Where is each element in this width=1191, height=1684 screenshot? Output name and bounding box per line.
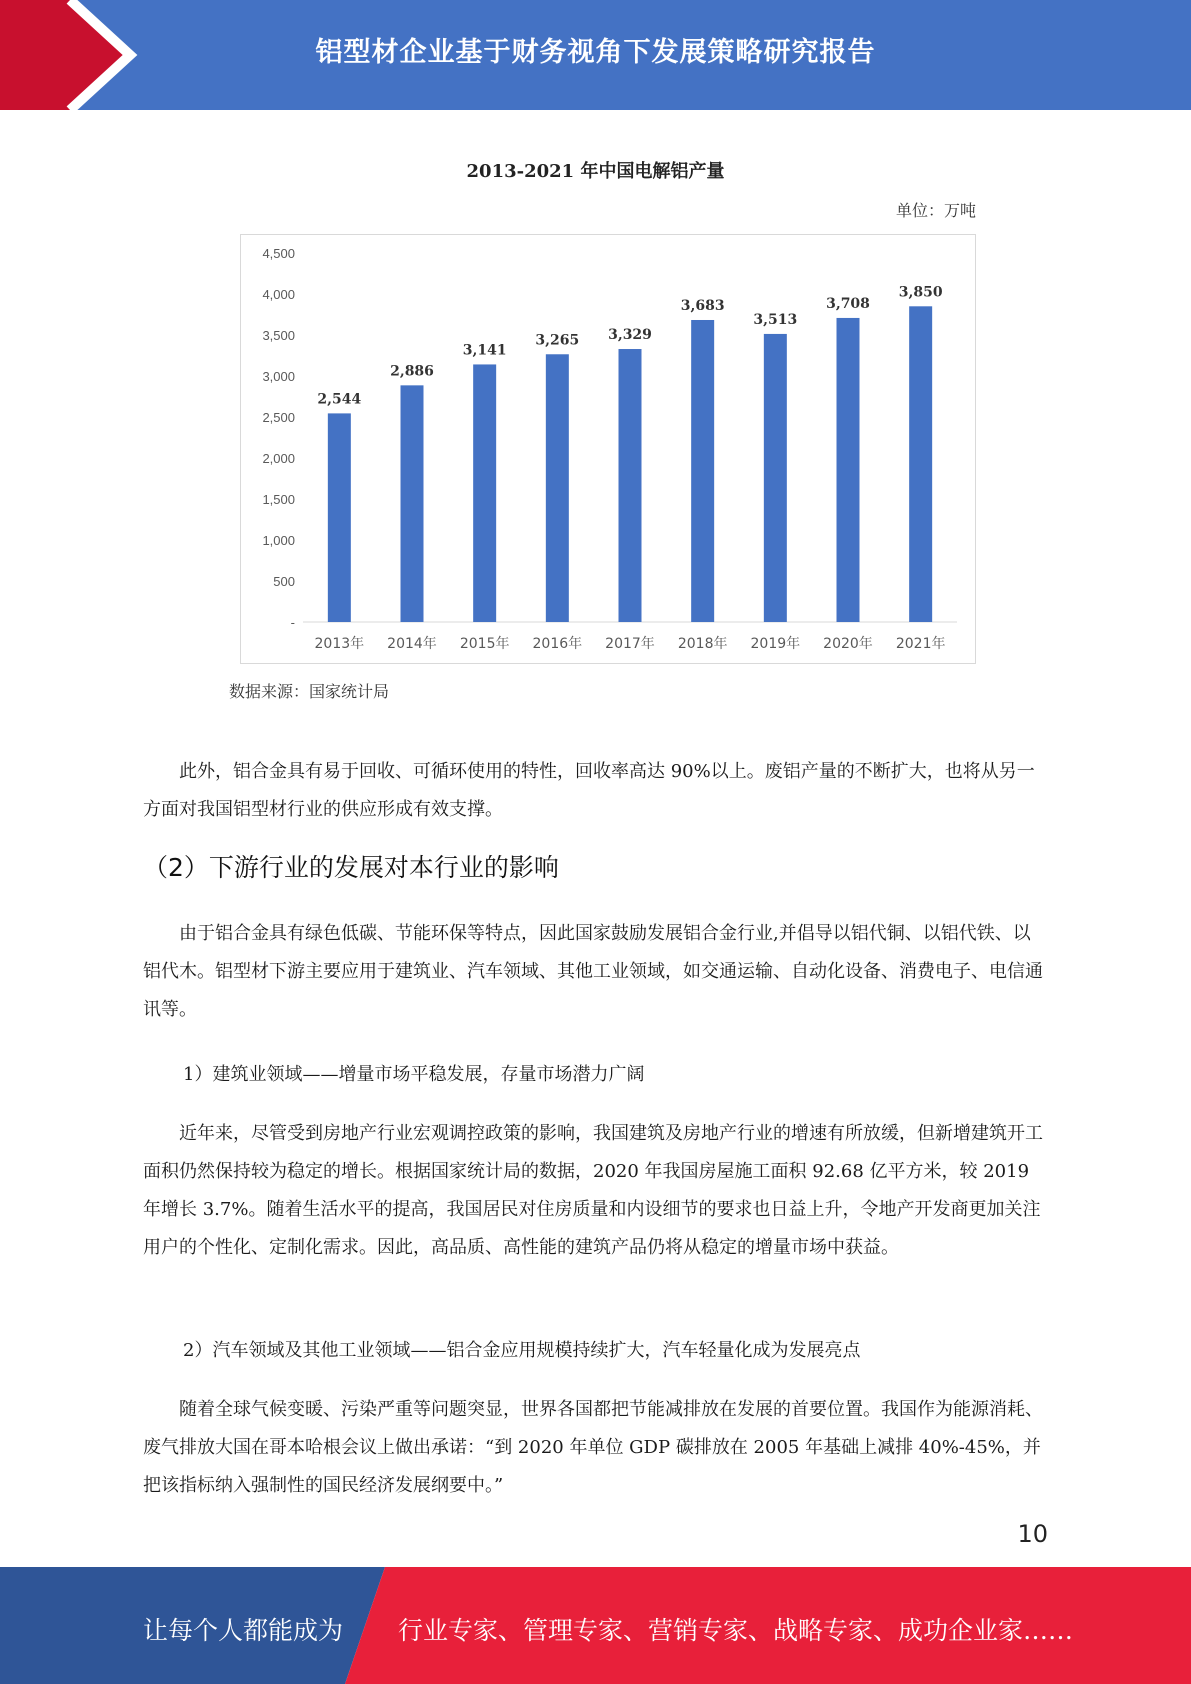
bar-value-label: 2,544	[317, 391, 362, 408]
bar	[691, 320, 714, 622]
y-tick-label: 3,500	[262, 328, 295, 343]
y-tick-label: 4,500	[262, 246, 295, 261]
x-tick-label: 2020年	[823, 636, 873, 652]
bar-value-label: 3,329	[608, 327, 652, 344]
x-tick-label: 2017年	[605, 636, 655, 652]
y-tick-label: 2,500	[262, 410, 295, 425]
paragraph-recycling: 此外，铝合金具有易于回收、可循环使用的特性，回收率高达 90%以上。废铝产量的不断扩大，也将从另一方面对我国铝型材行业的供应形成有效支撑。	[143, 761, 1035, 820]
footer-slogan-left: 让每个人都能成为	[143, 1616, 344, 1645]
bar-value-label: 3,850	[898, 284, 943, 301]
bar-value-label: 3,265	[535, 332, 580, 349]
section-heading-downstream: （2）下游行业的发展对本行业的影响	[143, 853, 559, 882]
y-tick-label: 3,000	[262, 369, 295, 384]
y-tick-label: 1,500	[262, 492, 295, 507]
bar	[401, 385, 424, 622]
chart-title: 2013-2021 年中国电解铝产量	[466, 161, 725, 182]
bar	[328, 413, 351, 622]
x-tick-label: 2015年	[459, 636, 510, 652]
subheading-construction: 1）建筑业领域——增量市场平稳发展，存量市场潜力广阔	[183, 1064, 645, 1085]
paragraph-construction: 近年来，尽管受到房地产行业宏观调控政策的影响，我国建筑及房地产行业的增速有所放缓，但新增建筑开工面积仍然保持较为稳定的增长。根据国家统计局的数据，2020 年我国房屋施工面积 92.68 亿平方米，较 2019 年增长 3.7%。随着生活水平的提高，我国居民对住房质量和内设细节的要求也日益上升，令地产开发商更加关注用户的个性化、定制化需求。因此，高品质、高性能的建筑产品仍将从稳定的增量市场中获益。	[143, 1123, 1043, 1258]
x-tick-label: 2021年	[895, 636, 946, 652]
x-tick-label: 2019年	[750, 636, 801, 652]
bar	[909, 306, 932, 622]
bar	[546, 354, 569, 622]
x-tick-label: 2016年	[532, 636, 583, 652]
x-tick-label: 2018年	[677, 636, 728, 652]
y-tick-label: 2,000	[262, 451, 295, 466]
bar-value-label: 3,708	[826, 295, 870, 312]
x-tick-label: 2013年	[314, 636, 365, 652]
y-tick-label: 500	[273, 574, 295, 589]
y-tick-label: 4,000	[262, 287, 295, 302]
y-tick-label: 1,000	[262, 533, 295, 548]
bar-value-label: 3,683	[680, 297, 725, 314]
chart-unit: 单位：万吨	[895, 201, 976, 220]
bar-chart-svg	[241, 235, 977, 665]
bar-value-label: 3,513	[753, 311, 798, 328]
bar	[473, 364, 496, 622]
page-header	[0, 0, 1191, 110]
page-number: 10	[1017, 1520, 1048, 1548]
paragraph-automotive: 随着全球气候变暖、污染严重等问题突显，世界各国都把节能减排放在发展的首要位置。我国作为能源消耗、废气排放大国在哥本哈根会议上做出承诺：“到 2020 年单位 GDP 碳排放在 2005 年基础上减排 40%-45%，并把该指标纳入强制性的国民经济发展纲要中。”	[143, 1399, 1043, 1496]
bar	[619, 349, 642, 622]
chart-source: 数据来源：国家统计局	[229, 682, 390, 701]
bar	[764, 334, 787, 622]
footer-slogan-right: 行业专家、管理专家、营销专家、战略专家、成功企业家……	[398, 1616, 1074, 1645]
bar-chart	[240, 234, 976, 664]
x-tick-label: 2014年	[387, 636, 437, 652]
paragraph-downstream-intro: 由于铝合金具有绿色低碳、节能环保等特点，因此国家鼓励发展铝合金行业,并倡导以铝代铜、以铝代铁、以铝代木。铝型材下游主要应用于建筑业、汽车领域、其他工业领域，如交通运输、自动化设备、消费电子、电信通讯等。	[143, 923, 1043, 1020]
subheading-automotive: 2）汽车领域及其他工业领域——铝合金应用规模持续扩大，汽车轻量化成为发展亮点	[183, 1340, 861, 1361]
page-footer	[0, 1567, 1191, 1684]
bar-value-label: 2,886	[390, 363, 434, 380]
bar	[837, 318, 860, 622]
header-title: 铝型材企业基于财务视角下发展策略研究报告	[315, 37, 876, 68]
bar-value-label: 3,141	[462, 342, 507, 359]
y-tick-label: -	[290, 615, 295, 630]
